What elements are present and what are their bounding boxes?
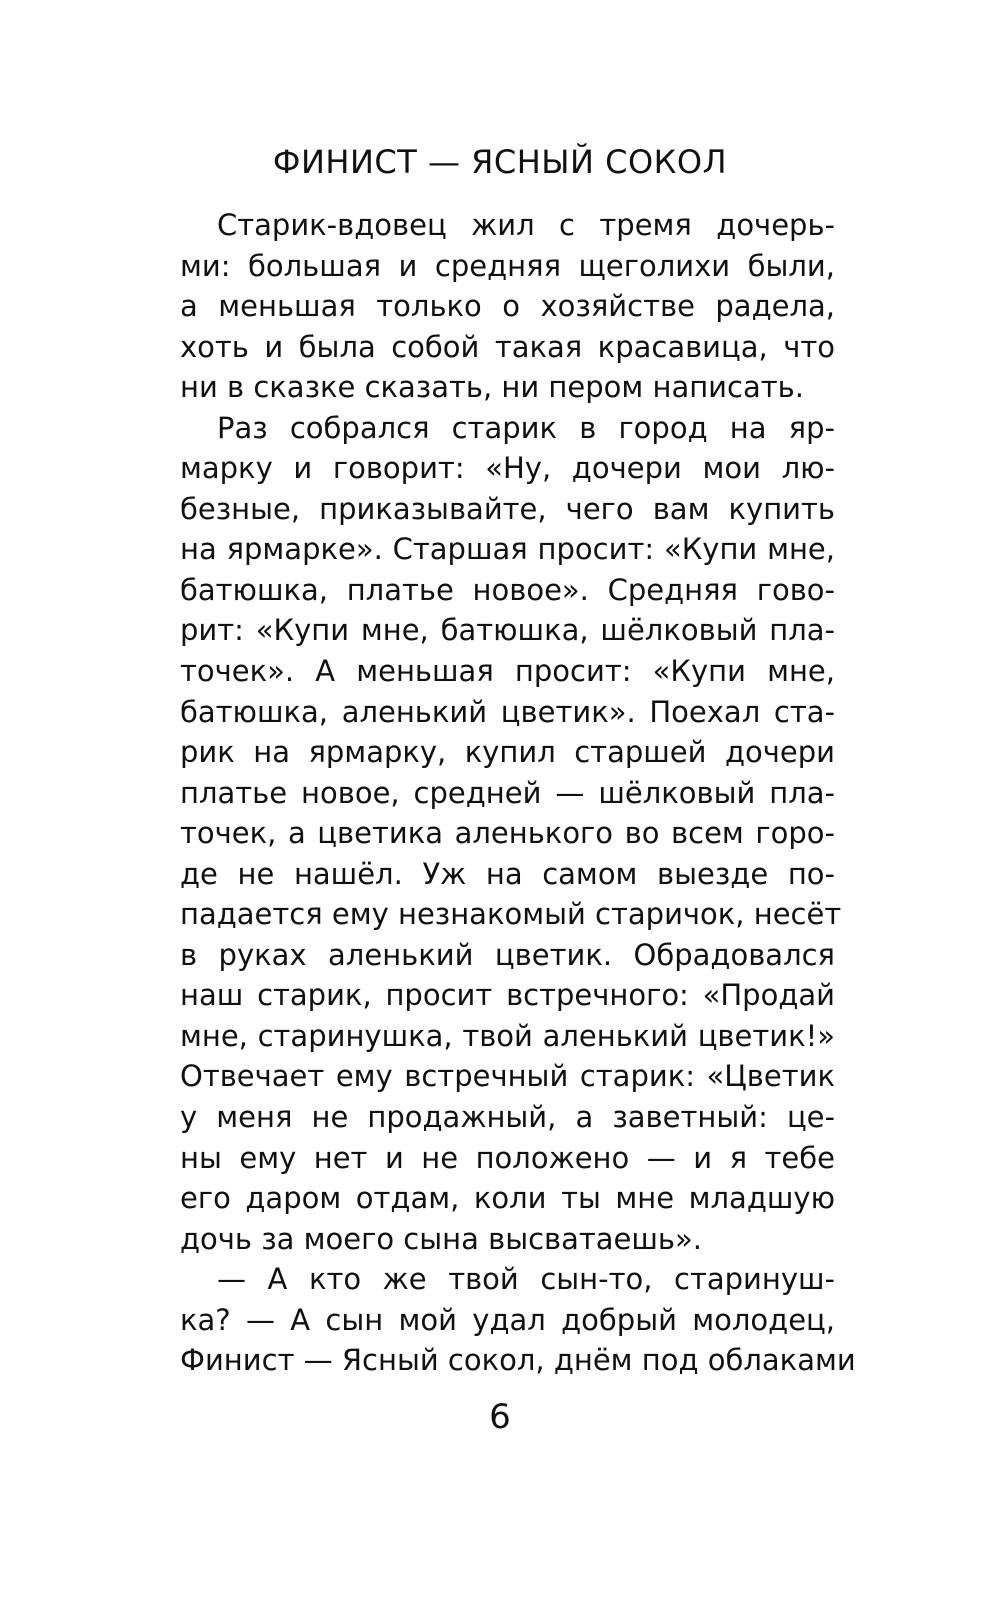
text-line: падается ему незнакомый старичок, несёт [180,897,842,932]
text-line: ка? — А сын мой удал добрый молодец, [180,1302,835,1337]
text-line: Финист — Ясный сокол, днём под облаками [180,1343,856,1378]
page-number: 6 [489,1397,511,1437]
text-line: марку и говорит: «Ну, дочери мои лю- [180,451,835,486]
text-line: — А кто же твой сын-то, старинуш- [217,1262,835,1297]
text-line: батюшка, аленький цветик». Поехал ста- [180,694,835,729]
text-line: мне, старинушка, твой аленький цветик!» [180,1018,835,1053]
text-line: дочь за моего сына высватаешь». [180,1221,702,1256]
text-line: де не нашёл. Уж на самом выезде по- [180,856,835,891]
paragraph [180,1259,856,1381]
text-line: точек, а цветика аленького во всем горо- [180,816,835,851]
paragraph [180,205,835,408]
text-line: Раз собрался старик в город на яр- [217,410,835,445]
text-line: Старик-вдовец жил с тремя дочерь- [217,208,835,242]
text-line: на ярмарке». Старшая просит: «Купи мне, [180,532,835,567]
text-line: платье новое, средней — шёлковый пла- [180,775,835,810]
text-line: батюшка, платье новое». Средняя гово- [180,572,835,607]
text-line: безные, приказывайте, чего вам купить [180,491,835,526]
chapter-title: ФИНИСТ — ЯСНЫЙ СОКОЛ [272,143,728,181]
text-line: ни в сказке сказать, ни пером написать. [180,370,804,405]
paragraph [180,408,842,1259]
text-line: ми: большая и средняя щеголихи были, [180,248,835,283]
text-line: ны ему нет и не положено — и я тебе [180,1140,835,1175]
text-line: рик на ярмарку, купил старшей дочери [180,735,835,770]
text-line: рит: «Купи мне, батюшка, шёлковый пла- [180,613,835,648]
body-text [180,205,856,1381]
text-line: у меня не продажный, а заветный: це- [180,1100,835,1135]
text-line: его даром отдам, коли ты мне младшую [180,1181,835,1216]
text-line: в руках аленький цветик. Обрадовался [180,937,835,972]
text-line: а меньшая только о хозяйстве радела, [180,289,835,324]
text-line: точек». А меньшая просит: «Купи мне, [180,654,835,689]
text-line: хоть и была собой такая красавица, что [180,329,835,364]
text-line: наш старик, просит встречного: «Продай [180,978,835,1013]
text-line: Отвечает ему встречный старик: «Цветик [180,1059,835,1094]
